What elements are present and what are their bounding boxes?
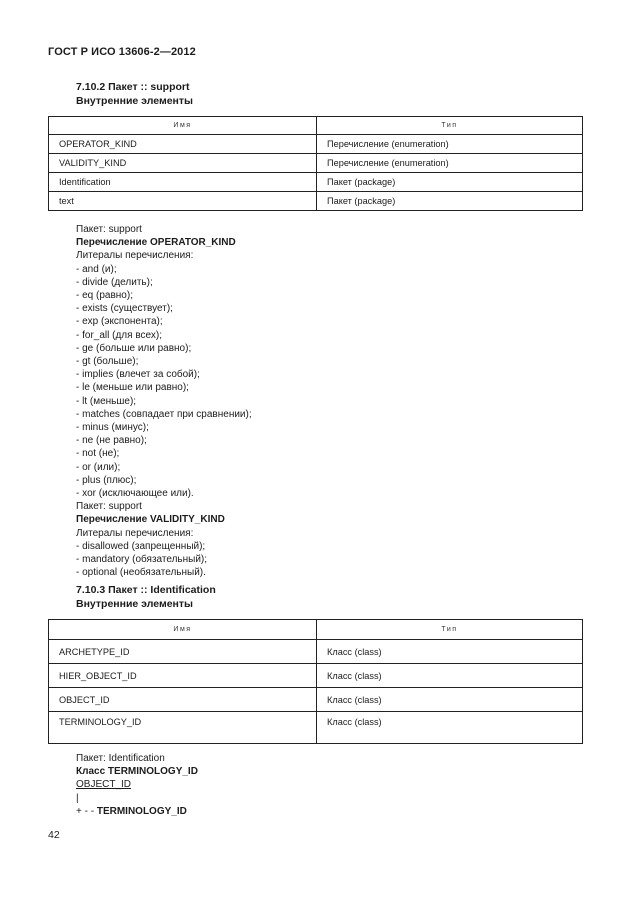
table-row [49,135,583,154]
identification-elements-table [48,619,583,744]
enum-title-validity-kind: Перечисление VALIDITY_KIND [76,514,225,526]
list-item: - implies (влечет за собой); [76,369,200,381]
list-item: - or (или); [76,461,121,473]
literals-title: Литералы перечисления: [76,250,194,262]
list-item: - disallowed (запрещенный); [76,540,206,552]
cell-type: Класс (class) [317,688,583,712]
cell-type: Класс (class) [317,712,583,744]
list-item: - for_all (для всех); [76,329,162,341]
table-header-row [49,117,583,135]
list-item: - lt (меньше); [76,395,137,407]
cell-name: OBJECT_ID [49,688,317,712]
cell-type: Перечисление (enumeration) [317,154,583,173]
package-line: Пакет: Identification [76,753,165,764]
list-item: - eq (равно); [76,290,133,302]
list-item: - exp (экспонента); [76,316,163,328]
list-item: - plus (плюс); [76,474,137,486]
document-header: ГОСТ Р ИСО 13606-2—2012 [48,46,196,58]
package-line: Пакет: support [76,224,142,235]
section-heading-support: 7.10.2 Пакет :: support [76,81,190,93]
column-header-name: Имя [49,620,317,640]
cell-name: HIER_OBJECT_ID [49,664,317,688]
table-row [49,640,583,664]
cell-type: Класс (class) [317,664,583,688]
list-item: - ge (больше или равно); [76,342,192,354]
table-header-row [49,620,583,640]
enum-title-operator-kind: Перечисление OPERATOR_KIND [76,237,236,249]
column-header-type: Тип [317,117,583,135]
table-row [49,664,583,688]
column-header-type: Тип [317,620,583,640]
section-heading-identification: 7.10.3 Пакет :: Identification [76,584,216,596]
list-item: - divide (делить); [76,276,153,288]
list-item: - mandatory (обязательный); [76,554,208,566]
list-item: - ne (не равно); [76,435,147,447]
terminology-id-description [76,752,198,818]
page-number: 42 [48,829,60,841]
package-line: Пакет: support [76,501,142,513]
cell-name: ARCHETYPE_ID [49,640,317,664]
section-subheading: Внутренние элементы [76,95,194,107]
list-item: - not (не); [76,448,120,460]
cell-type: Пакет (package) [317,173,583,192]
child-class-name: TERMINOLOGY_ID [96,805,187,817]
cell-name: text [49,192,317,211]
parent-class-link[interactable]: OBJECT_ID [76,779,132,791]
cell-name: VALIDITY_KIND [49,154,317,173]
list-item: - exists (существует); [76,303,173,315]
section-subheading: Внутренние элементы [76,598,194,610]
list-item: - matches (совпадает при сравнении); [76,408,252,420]
operator-kind-description [76,223,252,579]
cell-name: TERMINOLOGY_ID [49,712,317,744]
table-row [49,173,583,192]
cell-type: Перечисление (enumeration) [317,135,583,154]
table-row [49,712,583,744]
table-row [49,688,583,712]
list-item: - minus (минус); [76,422,149,434]
inheritance-bar: | [76,792,79,804]
column-header-name: Имя [49,117,317,135]
table-row [49,192,583,211]
list-item: - le (меньше или равно); [76,382,189,394]
list-item: - xor (исключающее или). [76,488,194,500]
inheritance-prefix: + - - [76,805,97,817]
literals-title: Литералы перечисления: [76,527,194,539]
table-row [49,154,583,173]
cell-name: OPERATOR_KIND [49,135,317,154]
cell-type: Класс (class) [317,640,583,664]
list-item: - gt (больше); [76,356,139,368]
list-item: - optional (необязательный). [76,567,206,579]
list-item: - and (и); [76,263,117,275]
inheritance-line [76,805,198,818]
cell-type: Пакет (package) [317,192,583,211]
support-elements-table [48,116,583,211]
cell-name: Identification [49,173,317,192]
class-title: Класс TERMINOLOGY_ID [76,766,198,778]
